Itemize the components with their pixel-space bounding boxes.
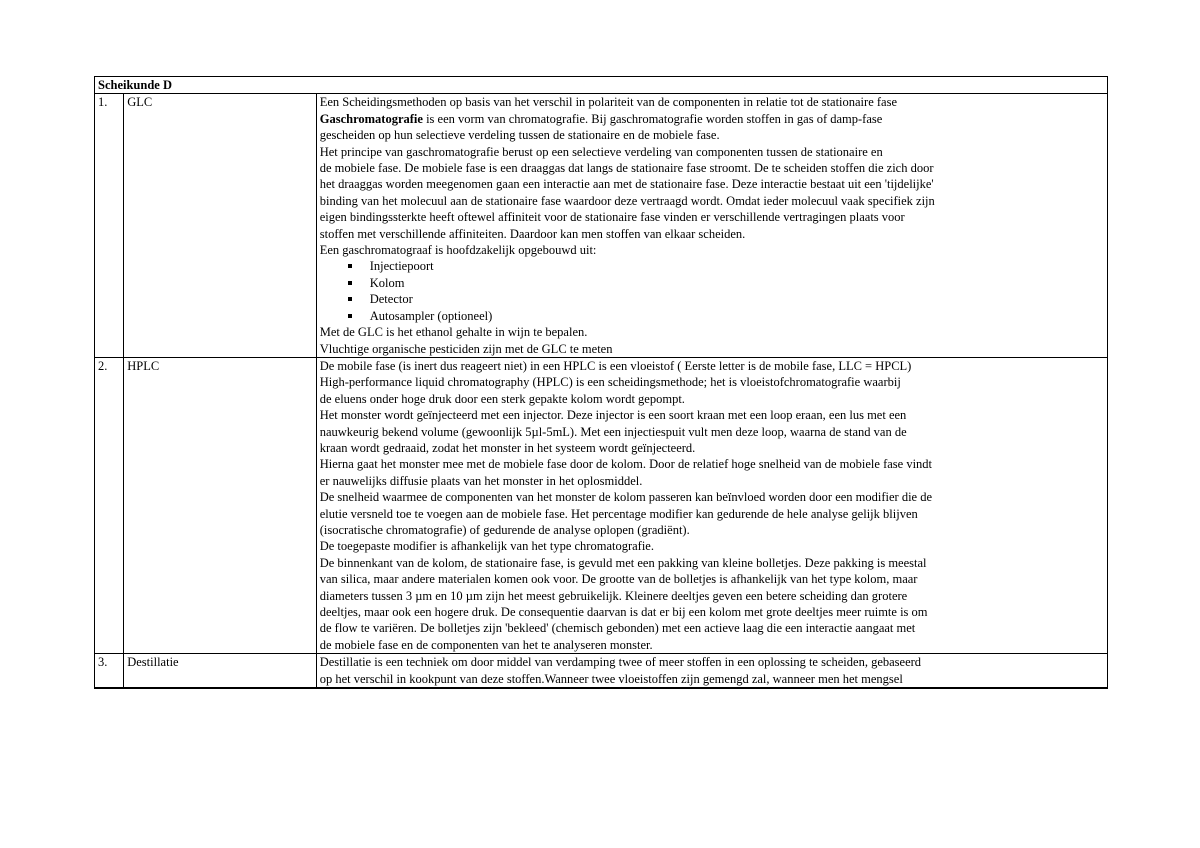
table-row xyxy=(95,357,1108,653)
table-row xyxy=(95,94,1108,358)
text-line: High-performance liquid chromatography (HPLC) is een scheidingsmethode; het is vloeistofchromatografie waarbij xyxy=(319,375,901,390)
text-line: Het principe van gaschromatografie berust op een selectieve verdeling van componenten tussen de stationaire en xyxy=(319,144,883,159)
text-line: op het verschil in kookpunt van deze stoffen.Wanneer twee vloeistoffen zijn gemengd zal, wanneer men het mengsel xyxy=(319,671,903,686)
table-row xyxy=(95,654,1108,688)
row-number: 3. xyxy=(95,654,124,688)
text-line: diameters tussen 3 µm en 10 µm zijn het meest gebruikelijk. Kleinere deeltjes geven een betere scheiding dan grotere xyxy=(319,588,908,603)
component-list xyxy=(320,258,1104,324)
text-line: stoffen met verschillende affiniteiten. Daardoor kan men stoffen van elkaar scheiden. xyxy=(319,226,746,241)
text-line: gescheiden op hun selectieve verdeling tussen de stationaire en de mobiele fase. xyxy=(319,128,720,143)
text-line: (isocratische chromatografie) of gedurende de analyse oplopen (gradiënt). xyxy=(319,522,690,537)
table-header-row xyxy=(95,77,1108,94)
text-line: De toegepaste modifier is afhankelijk van het type chromatografie. xyxy=(319,539,654,554)
text-line: De snelheid waarmee de componenten van het monster de kolom passeren kan beïnvloed worden door een modifier die de xyxy=(319,490,933,505)
text-line: De binnenkant van de kolom, de stationaire fase, is gevuld met een pakking van kleine bolletjes. Deze pakking is meestal xyxy=(319,555,927,570)
text-line: kraan wordt gedraaid, zodat het monster in het systeem wordt geïnjecteerd. xyxy=(319,440,696,455)
text-line: binding van het molecuul aan de stationaire fase waardoor deze vertraagd wordt. Omdat ieder molecuul vaak specifiek zijn xyxy=(319,193,935,208)
text-line: Destillatie is een techniek om door middel van verdamping twee of meer stoffen in een oplossing te scheiden, gebaseerd xyxy=(319,655,922,670)
text-line: Het monster wordt geïnjecteerd met een injector. Deze injector is een soort kraan met een loop eraan, een lus met een xyxy=(319,408,907,423)
list-item: Kolom xyxy=(346,275,1104,291)
text-line: deeltjes, maar ook een hogere druk. De consequentie daarvan is dat er bij een kolom met grote deeltjes meer ruimte is om xyxy=(319,605,928,619)
row-description xyxy=(316,357,1107,653)
table-title: Scheikunde D xyxy=(95,77,1108,94)
list-item: Autosampler (optioneel) xyxy=(346,308,1104,324)
text-line: Vluchtige organische pesticiden zijn met de GLC te meten xyxy=(319,341,613,356)
row-term: GLC xyxy=(124,94,317,358)
text-line: de mobiele fase. De mobiele fase is een draaggas dat langs de stationaire fase stroomt. De te scheiden stoffen die zich door xyxy=(319,161,934,176)
text-line: het draaggas worden meegenomen gaan een interactie aan met de stationaire fase. Deze interactie bestaat uit een 'tijdelijke' xyxy=(319,177,934,192)
text-line: Hierna gaat het monster mee met de mobiele fase door de kolom. Door de relatief hoge snelheid van de mobiele fase vindt xyxy=(319,457,933,472)
row-description xyxy=(316,654,1107,688)
row-number: 1. xyxy=(95,94,124,358)
text-line: Een Scheidingsmethoden op basis van het verschil in polariteit van de componenten in relatie tot de stationaire fase xyxy=(319,95,897,110)
list-item: Injectiepoort xyxy=(346,258,1104,274)
text-line: er nauwelijks diffusie plaats van het monster in het oplosmiddel. xyxy=(319,473,643,488)
text-line: Een gaschromatograaf is hoofdzakelijk opgebouwd uit: xyxy=(319,243,597,258)
text-line: eigen bindingssterkte heeft oftewel affiniteit voor de stationaire fase vinden er verschillende vertragingen plaats voor xyxy=(319,210,905,225)
text-line xyxy=(320,111,1104,127)
text-line: nauwkeurig bekend volume (gewoonlijk 5µl-5mL). Met een injectiespuit vult men deze loop, waarna de stand van de xyxy=(319,424,907,439)
text-line: Met de GLC is het ethanol gehalte in wijn te bepalen. xyxy=(319,325,588,340)
document-table xyxy=(94,76,1108,689)
list-item: Detector xyxy=(346,291,1104,307)
row-term: Destillatie xyxy=(124,654,317,688)
row-number: 2. xyxy=(95,357,124,653)
text-line: van silica, maar andere materialen komen ook voor. De grootte van de bolletjes is afhankelijk van het type kolom, maar xyxy=(319,572,918,587)
text-fragment: is een vorm van chromatografie. Bij gaschromatografie worden stoffen in gas of damp-fase xyxy=(422,111,883,126)
row-term: HPLC xyxy=(124,357,317,653)
text-line: De mobile fase (is inert dus reageert niet) in een HPLC is een vloeistof ( Eerste letter is de mobile fase, LLC = HPCL) xyxy=(319,358,912,373)
text-line: de flow te variëren. De bolletjes zijn 'bekleed' (chemisch gebonden) met een actieve laag die een interactie aangaat met xyxy=(319,621,916,636)
text-line: de eluens onder hoge druk door een sterk gepakte kolom wordt gepompt. xyxy=(319,391,685,406)
text-line: elutie versneld toe te voegen aan de mobiele fase. Het percentage modifier kan gedurende de hele analyse gelijk blijven xyxy=(319,506,918,521)
bold-term: Gaschromatografie xyxy=(319,111,423,126)
row-description xyxy=(316,94,1107,358)
text-line: de mobiele fase en de componenten van het te analyseren monster. xyxy=(319,637,653,652)
